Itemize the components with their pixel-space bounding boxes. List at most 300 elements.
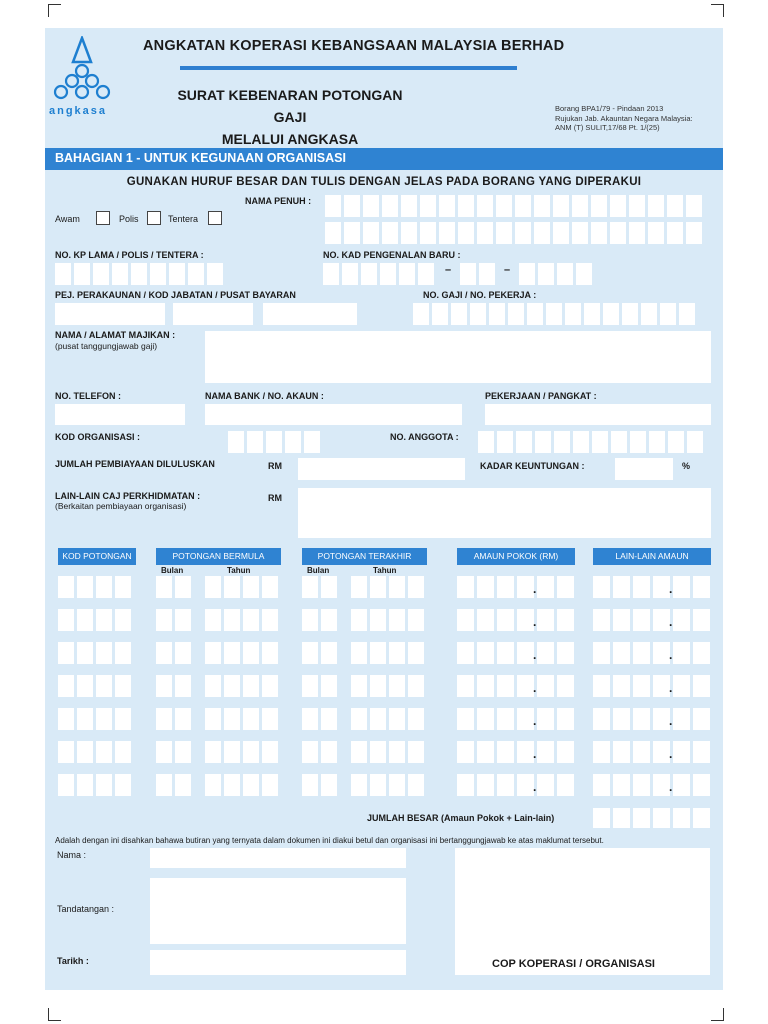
grid-cell[interactable]	[653, 675, 673, 697]
grid-cell[interactable]	[205, 774, 221, 796]
grid-cell[interactable]	[262, 708, 278, 730]
grid-cell[interactable]	[115, 708, 131, 730]
grid-cell[interactable]	[77, 741, 93, 763]
char-cell[interactable]	[131, 263, 147, 285]
grid-cell[interactable]	[477, 642, 494, 664]
grid-cell[interactable]	[156, 675, 172, 697]
char-cell[interactable]	[207, 263, 223, 285]
grid-cell[interactable]	[302, 609, 318, 631]
grid-cell[interactable]	[557, 576, 574, 598]
char-cell[interactable]	[344, 195, 360, 217]
char-cell[interactable]	[592, 431, 608, 453]
char-cell[interactable]	[687, 431, 703, 453]
grid-cell[interactable]	[351, 774, 367, 796]
char-cell[interactable]	[641, 303, 657, 325]
char-cell[interactable]	[519, 263, 535, 285]
grid-cell[interactable]	[370, 675, 386, 697]
grid-cell[interactable]	[693, 609, 710, 631]
tandatangan-input[interactable]	[150, 878, 406, 944]
grid-cell[interactable]	[457, 741, 474, 763]
grid-cell[interactable]	[58, 609, 74, 631]
kod-organisasi-input[interactable]	[228, 431, 320, 453]
kod-jabatan-input[interactable]	[173, 303, 253, 325]
grid-cell[interactable]	[77, 642, 93, 664]
grid-cell[interactable]	[58, 576, 74, 598]
grid-cell[interactable]	[58, 741, 74, 763]
char-cell[interactable]	[228, 431, 244, 453]
char-cell[interactable]	[572, 195, 588, 217]
char-cell[interactable]	[565, 303, 581, 325]
grid-cell[interactable]	[537, 642, 554, 664]
kp-lama-input[interactable]	[55, 263, 223, 285]
char-cell[interactable]	[401, 222, 417, 244]
char-cell[interactable]	[527, 303, 543, 325]
char-cell[interactable]	[470, 303, 486, 325]
grid-cell[interactable]	[96, 741, 112, 763]
grid-cell[interactable]	[243, 774, 259, 796]
grid-cell[interactable]	[537, 708, 554, 730]
grid-cell[interactable]	[613, 576, 630, 598]
grid-cell[interactable]	[537, 609, 554, 631]
grid-cell[interactable]	[224, 609, 240, 631]
bank-input[interactable]	[205, 404, 462, 425]
char-cell[interactable]	[304, 431, 320, 453]
grid-cell[interactable]	[593, 675, 610, 697]
grid-cell[interactable]	[115, 609, 131, 631]
char-cell[interactable]	[686, 195, 702, 217]
grid-cell[interactable]	[389, 609, 405, 631]
char-cell[interactable]	[515, 222, 531, 244]
grid-cell[interactable]	[370, 576, 386, 598]
char-cell[interactable]	[679, 303, 695, 325]
awam-checkbox[interactable]	[96, 211, 110, 225]
char-cell[interactable]	[622, 303, 638, 325]
grid-cell[interactable]	[389, 576, 405, 598]
grid-cell[interactable]	[351, 576, 367, 598]
grid-cell[interactable]	[58, 774, 74, 796]
grid-cell[interactable]	[115, 576, 131, 598]
char-cell[interactable]	[150, 263, 166, 285]
char-cell[interactable]	[553, 195, 569, 217]
char-cell[interactable]	[451, 303, 467, 325]
grid-cell[interactable]	[517, 642, 537, 664]
grid-cell[interactable]	[351, 675, 367, 697]
char-cell[interactable]	[496, 195, 512, 217]
char-cell[interactable]	[667, 195, 683, 217]
grid-cell[interactable]	[175, 609, 191, 631]
grid-cell[interactable]	[557, 708, 574, 730]
pusat-bayaran-input[interactable]	[263, 303, 357, 325]
grid-cell[interactable]	[205, 708, 221, 730]
char-cell[interactable]	[458, 222, 474, 244]
char-cell[interactable]	[557, 263, 573, 285]
grid-cell[interactable]	[243, 708, 259, 730]
grid-cell[interactable]	[457, 642, 474, 664]
char-cell[interactable]	[516, 431, 532, 453]
grid-cell[interactable]	[633, 774, 650, 796]
grid-cell[interactable]	[77, 576, 93, 598]
char-cell[interactable]	[420, 195, 436, 217]
char-cell[interactable]	[439, 222, 455, 244]
char-cell[interactable]	[693, 808, 710, 828]
grid-cell[interactable]	[557, 609, 574, 631]
grid-cell[interactable]	[557, 675, 574, 697]
grid-cell[interactable]	[370, 741, 386, 763]
grid-cell[interactable]	[693, 642, 710, 664]
char-cell[interactable]	[479, 263, 495, 285]
char-cell[interactable]	[554, 431, 570, 453]
grid-cell[interactable]	[262, 609, 278, 631]
grid-cell[interactable]	[653, 741, 673, 763]
grid-cell[interactable]	[321, 741, 337, 763]
char-cell[interactable]	[361, 263, 377, 285]
char-cell[interactable]	[572, 222, 588, 244]
char-cell[interactable]	[633, 808, 650, 828]
grid-cell[interactable]	[224, 774, 240, 796]
grid-cell[interactable]	[262, 675, 278, 697]
grid-cell[interactable]	[517, 609, 537, 631]
char-cell[interactable]	[112, 263, 128, 285]
grid-cell[interactable]	[175, 642, 191, 664]
grid-cell[interactable]	[156, 741, 172, 763]
grid-cell[interactable]	[408, 675, 424, 697]
grid-cell[interactable]	[477, 741, 494, 763]
pej-perakaunan-input[interactable]	[55, 303, 165, 325]
pekerjaan-input[interactable]	[485, 404, 711, 425]
char-cell[interactable]	[553, 222, 569, 244]
char-cell[interactable]	[325, 195, 341, 217]
grid-cell[interactable]	[302, 675, 318, 697]
no-gaji-input[interactable]	[413, 303, 695, 325]
telefon-input[interactable]	[55, 404, 185, 425]
grid-cell[interactable]	[351, 708, 367, 730]
grid-cell[interactable]	[673, 675, 690, 697]
grid-cell[interactable]	[633, 642, 650, 664]
char-cell[interactable]	[477, 222, 493, 244]
char-cell[interactable]	[382, 195, 398, 217]
grid-cell[interactable]	[557, 642, 574, 664]
grid-cell[interactable]	[673, 774, 690, 796]
grid-cell[interactable]	[321, 609, 337, 631]
kp-baru-part2[interactable]	[460, 263, 495, 285]
grid-cell[interactable]	[370, 774, 386, 796]
char-cell[interactable]	[534, 195, 550, 217]
grid-cell[interactable]	[115, 774, 131, 796]
grid-cell[interactable]	[224, 576, 240, 598]
grid-cell[interactable]	[593, 774, 610, 796]
grid-cell[interactable]	[205, 642, 221, 664]
grid-cell[interactable]	[205, 741, 221, 763]
char-cell[interactable]	[496, 222, 512, 244]
grid-cell[interactable]	[673, 642, 690, 664]
grid-cell[interactable]	[351, 642, 367, 664]
grid-cell[interactable]	[96, 642, 112, 664]
grid-cell[interactable]	[96, 609, 112, 631]
grid-cell[interactable]	[653, 642, 673, 664]
char-cell[interactable]	[413, 303, 429, 325]
majikan-input[interactable]	[205, 331, 711, 383]
grid-cell[interactable]	[633, 708, 650, 730]
grid-cell[interactable]	[262, 576, 278, 598]
char-cell[interactable]	[401, 195, 417, 217]
grid-cell[interactable]	[693, 741, 710, 763]
lain-caj-input[interactable]	[298, 488, 711, 538]
grid-cell[interactable]	[302, 708, 318, 730]
char-cell[interactable]	[497, 431, 513, 453]
grid-cell[interactable]	[243, 576, 259, 598]
grid-cell[interactable]	[477, 675, 494, 697]
grid-cell[interactable]	[115, 675, 131, 697]
char-cell[interactable]	[418, 263, 434, 285]
grid-cell[interactable]	[243, 609, 259, 631]
grid-cell[interactable]	[302, 642, 318, 664]
grid-cell[interactable]	[96, 774, 112, 796]
grid-cell[interactable]	[224, 642, 240, 664]
grid-cell[interactable]	[156, 708, 172, 730]
grid-cell[interactable]	[389, 642, 405, 664]
char-cell[interactable]	[55, 263, 71, 285]
grid-cell[interactable]	[77, 675, 93, 697]
grid-cell[interactable]	[408, 642, 424, 664]
grid-cell[interactable]	[243, 741, 259, 763]
char-cell[interactable]	[93, 263, 109, 285]
grid-cell[interactable]	[537, 675, 554, 697]
grid-cell[interactable]	[156, 576, 172, 598]
grid-cell[interactable]	[77, 609, 93, 631]
char-cell[interactable]	[653, 808, 670, 828]
grid-cell[interactable]	[96, 708, 112, 730]
grid-cell[interactable]	[613, 609, 630, 631]
char-cell[interactable]	[363, 222, 379, 244]
grid-cell[interactable]	[175, 774, 191, 796]
grid-cell[interactable]	[321, 675, 337, 697]
char-cell[interactable]	[610, 222, 626, 244]
grid-cell[interactable]	[243, 642, 259, 664]
grid-cell[interactable]	[77, 708, 93, 730]
char-cell[interactable]	[603, 303, 619, 325]
grid-cell[interactable]	[517, 675, 537, 697]
grid-cell[interactable]	[156, 642, 172, 664]
grid-cell[interactable]	[175, 675, 191, 697]
grid-cell[interactable]	[370, 708, 386, 730]
grid-cell[interactable]	[302, 576, 318, 598]
grid-cell[interactable]	[457, 708, 474, 730]
char-cell[interactable]	[667, 222, 683, 244]
char-cell[interactable]	[169, 263, 185, 285]
grid-cell[interactable]	[370, 642, 386, 664]
grid-cell[interactable]	[321, 774, 337, 796]
grid-cell[interactable]	[497, 774, 514, 796]
char-cell[interactable]	[610, 195, 626, 217]
grid-cell[interactable]	[370, 609, 386, 631]
char-cell[interactable]	[489, 303, 505, 325]
total-input[interactable]	[593, 808, 710, 828]
grid-cell[interactable]	[457, 675, 474, 697]
char-cell[interactable]	[323, 263, 339, 285]
char-cell[interactable]	[629, 195, 645, 217]
anggota-input[interactable]	[478, 431, 703, 453]
grid-cell[interactable]	[457, 609, 474, 631]
char-cell[interactable]	[673, 808, 690, 828]
char-cell[interactable]	[74, 263, 90, 285]
char-cell[interactable]	[188, 263, 204, 285]
tarikh-input[interactable]	[150, 950, 406, 975]
char-cell[interactable]	[535, 431, 551, 453]
char-cell[interactable]	[611, 431, 627, 453]
grid-cell[interactable]	[408, 576, 424, 598]
grid-cell[interactable]	[351, 609, 367, 631]
grid-cell[interactable]	[58, 708, 74, 730]
grid-cell[interactable]	[693, 774, 710, 796]
char-cell[interactable]	[247, 431, 263, 453]
grid-cell[interactable]	[693, 675, 710, 697]
grid-cell[interactable]	[593, 576, 610, 598]
grid-cell[interactable]	[156, 774, 172, 796]
char-cell[interactable]	[546, 303, 562, 325]
char-cell[interactable]	[648, 222, 664, 244]
grid-cell[interactable]	[673, 741, 690, 763]
grid-cell[interactable]	[673, 609, 690, 631]
grid-cell[interactable]	[477, 609, 494, 631]
grid-cell[interactable]	[613, 675, 630, 697]
grid-cell[interactable]	[302, 741, 318, 763]
nama-penuh-row2[interactable]	[325, 222, 702, 244]
char-cell[interactable]	[573, 431, 589, 453]
grid-cell[interactable]	[156, 609, 172, 631]
grid-cell[interactable]	[58, 642, 74, 664]
char-cell[interactable]	[478, 431, 494, 453]
grid-cell[interactable]	[175, 708, 191, 730]
char-cell[interactable]	[630, 431, 646, 453]
kadar-input[interactable]	[615, 458, 673, 480]
grid-cell[interactable]	[205, 675, 221, 697]
char-cell[interactable]	[432, 303, 448, 325]
char-cell[interactable]	[613, 808, 630, 828]
char-cell[interactable]	[344, 222, 360, 244]
grid-cell[interactable]	[175, 576, 191, 598]
grid-cell[interactable]	[693, 576, 710, 598]
grid-cell[interactable]	[115, 642, 131, 664]
char-cell[interactable]	[285, 431, 301, 453]
grid-cell[interactable]	[537, 576, 554, 598]
char-cell[interactable]	[668, 431, 684, 453]
grid-cell[interactable]	[115, 741, 131, 763]
grid-cell[interactable]	[321, 642, 337, 664]
char-cell[interactable]	[439, 195, 455, 217]
grid-cell[interactable]	[389, 741, 405, 763]
grid-cell[interactable]	[175, 741, 191, 763]
grid-cell[interactable]	[673, 708, 690, 730]
grid-cell[interactable]	[633, 675, 650, 697]
grid-cell[interactable]	[224, 708, 240, 730]
cop-stamp-box[interactable]	[455, 848, 710, 975]
char-cell[interactable]	[342, 263, 358, 285]
grid-cell[interactable]	[408, 741, 424, 763]
grid-cell[interactable]	[224, 675, 240, 697]
char-cell[interactable]	[584, 303, 600, 325]
char-cell[interactable]	[534, 222, 550, 244]
grid-cell[interactable]	[408, 609, 424, 631]
nama-input[interactable]	[150, 848, 406, 868]
grid-cell[interactable]	[389, 708, 405, 730]
grid-cell[interactable]	[497, 576, 514, 598]
grid-cell[interactable]	[497, 609, 514, 631]
grid-cell[interactable]	[517, 774, 537, 796]
grid-cell[interactable]	[262, 642, 278, 664]
polis-checkbox[interactable]	[147, 211, 161, 225]
grid-cell[interactable]	[224, 741, 240, 763]
char-cell[interactable]	[660, 303, 676, 325]
char-cell[interactable]	[363, 195, 379, 217]
tentera-checkbox[interactable]	[208, 211, 222, 225]
grid-cell[interactable]	[477, 708, 494, 730]
grid-cell[interactable]	[633, 741, 650, 763]
grid-cell[interactable]	[593, 708, 610, 730]
grid-cell[interactable]	[302, 774, 318, 796]
grid-cell[interactable]	[613, 774, 630, 796]
grid-cell[interactable]	[673, 576, 690, 598]
char-cell[interactable]	[420, 222, 436, 244]
grid-cell[interactable]	[633, 609, 650, 631]
grid-cell[interactable]	[537, 774, 554, 796]
char-cell[interactable]	[515, 195, 531, 217]
grid-cell[interactable]	[321, 708, 337, 730]
grid-cell[interactable]	[613, 708, 630, 730]
char-cell[interactable]	[458, 195, 474, 217]
grid-cell[interactable]	[408, 774, 424, 796]
grid-cell[interactable]	[262, 774, 278, 796]
grid-cell[interactable]	[497, 741, 514, 763]
grid-cell[interactable]	[262, 741, 278, 763]
char-cell[interactable]	[686, 222, 702, 244]
grid-cell[interactable]	[693, 708, 710, 730]
grid-cell[interactable]	[205, 576, 221, 598]
grid-cell[interactable]	[477, 576, 494, 598]
grid-cell[interactable]	[653, 708, 673, 730]
grid-cell[interactable]	[96, 675, 112, 697]
grid-cell[interactable]	[613, 642, 630, 664]
grid-cell[interactable]	[593, 741, 610, 763]
char-cell[interactable]	[380, 263, 396, 285]
grid-cell[interactable]	[351, 741, 367, 763]
grid-cell[interactable]	[517, 576, 537, 598]
grid-cell[interactable]	[321, 576, 337, 598]
char-cell[interactable]	[593, 808, 610, 828]
char-cell[interactable]	[629, 222, 645, 244]
char-cell[interactable]	[591, 222, 607, 244]
grid-cell[interactable]	[77, 774, 93, 796]
char-cell[interactable]	[460, 263, 476, 285]
grid-cell[interactable]	[205, 609, 221, 631]
grid-cell[interactable]	[517, 741, 537, 763]
grid-cell[interactable]	[557, 774, 574, 796]
grid-cell[interactable]	[457, 576, 474, 598]
char-cell[interactable]	[266, 431, 282, 453]
grid-cell[interactable]	[389, 675, 405, 697]
grid-cell[interactable]	[497, 642, 514, 664]
grid-cell[interactable]	[653, 609, 673, 631]
grid-cell[interactable]	[653, 774, 673, 796]
grid-cell[interactable]	[243, 675, 259, 697]
char-cell[interactable]	[649, 431, 665, 453]
grid-cell[interactable]	[497, 708, 514, 730]
char-cell[interactable]	[325, 222, 341, 244]
grid-cell[interactable]	[517, 708, 537, 730]
grid-cell[interactable]	[96, 576, 112, 598]
grid-cell[interactable]	[593, 609, 610, 631]
char-cell[interactable]	[591, 195, 607, 217]
grid-cell[interactable]	[477, 774, 494, 796]
